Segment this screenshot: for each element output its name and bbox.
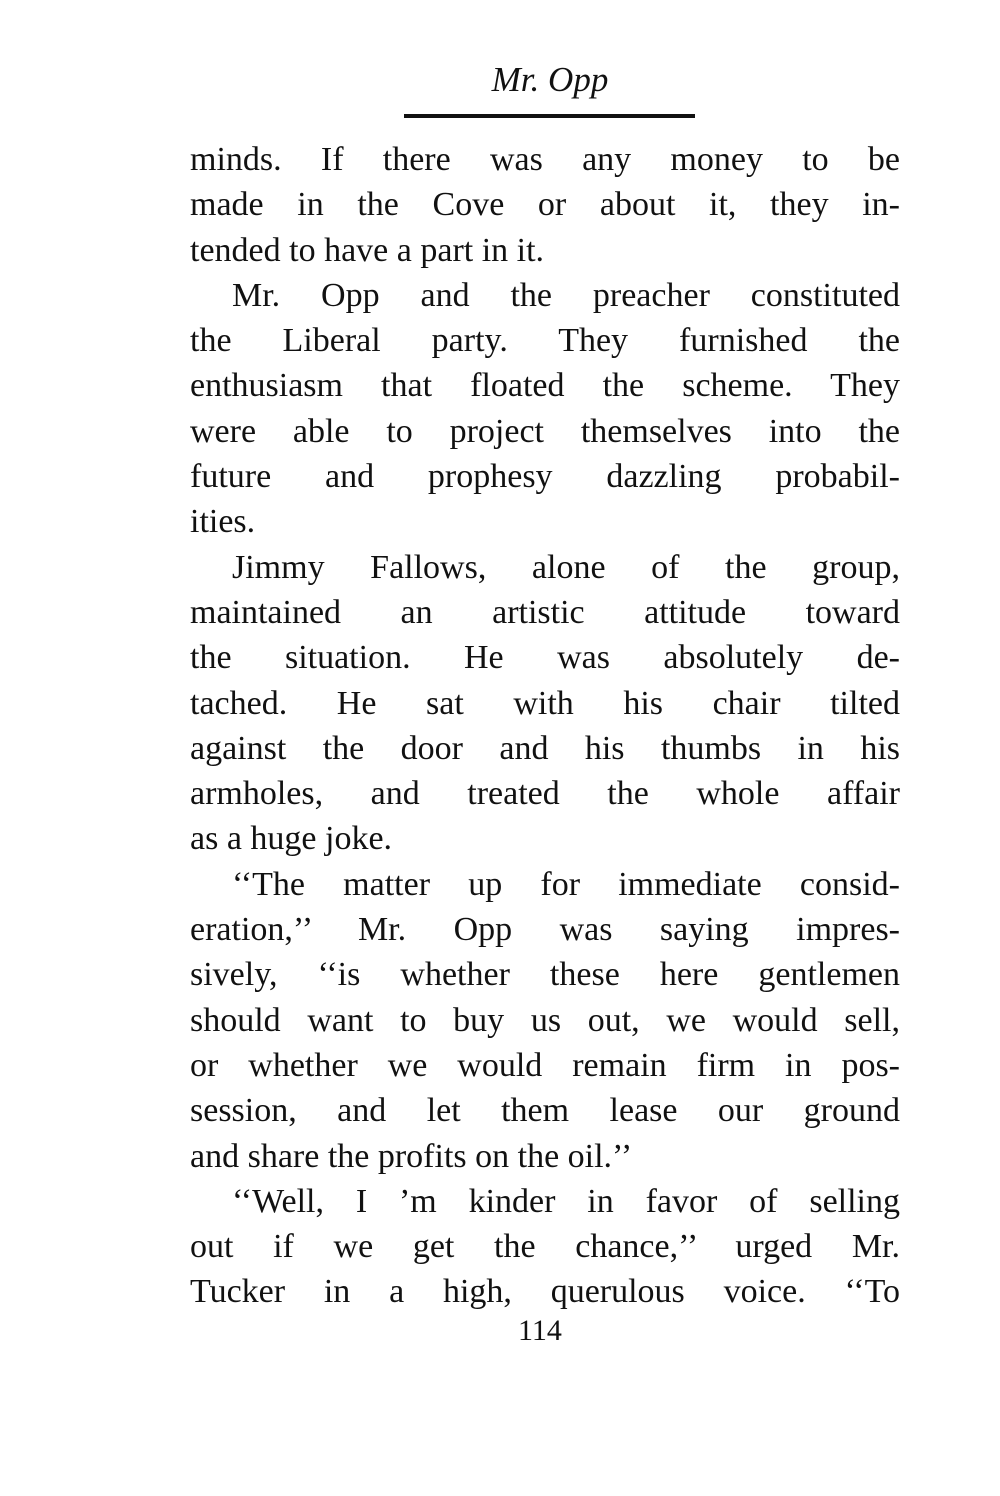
text-line: ‘‘The matter up for immediate consid- <box>232 865 900 903</box>
text-line: as a huge joke. <box>190 820 393 858</box>
text-line: eration,’’ Mr. Opp was saying impres- <box>190 911 900 949</box>
text-line: tended to have a part in it. <box>190 231 545 269</box>
body-text <box>190 137 900 1315</box>
text-line: out if we get the chance,’’ urged Mr. <box>190 1228 900 1266</box>
text-line: maintained an artistic attitude toward <box>190 593 900 631</box>
text-line: made in the Cove or about it, they in- <box>190 186 900 224</box>
header-rule <box>404 114 695 118</box>
text-line: ‘‘Well, I ’m kinder in favor of selling <box>232 1182 900 1220</box>
running-header-title: Mr. Opp <box>491 60 609 99</box>
text-line: and share the profits on the oil.’’ <box>190 1137 633 1175</box>
text-line: the Liberal party. They furnished the <box>190 322 900 360</box>
text-line: sively, ‘‘is whether these here gentlemen <box>190 956 900 994</box>
text-line: were able to project themselves into the <box>190 412 900 450</box>
text-line: tached. He sat with his chair tilted <box>190 684 900 722</box>
text-line: future and prophesy dazzling probabil- <box>190 458 900 496</box>
text-line: the situation. He was absolutely de- <box>190 639 900 677</box>
text-line: enthusiasm that floated the scheme. They <box>190 367 900 405</box>
text-line: against the door and his thumbs in his <box>190 729 900 767</box>
text-line: ities. <box>190 503 256 541</box>
text-line: Mr. Opp and the preacher constituted <box>232 276 900 314</box>
text-line: Tucker in a high, querulous voice. ‘‘To <box>190 1273 900 1311</box>
text-line: Jimmy Fallows, alone of the group, <box>232 548 900 586</box>
page-number: 114 <box>518 1314 562 1347</box>
text-line: armholes, and treated the whole affair <box>190 775 900 813</box>
text-line: should want to buy us out, we would sell, <box>190 1001 900 1039</box>
text-line: or whether we would remain firm in pos- <box>190 1046 900 1084</box>
text-line: session, and let them lease our ground <box>190 1092 900 1130</box>
text-line: minds. If there was any money to be <box>190 141 900 178</box>
